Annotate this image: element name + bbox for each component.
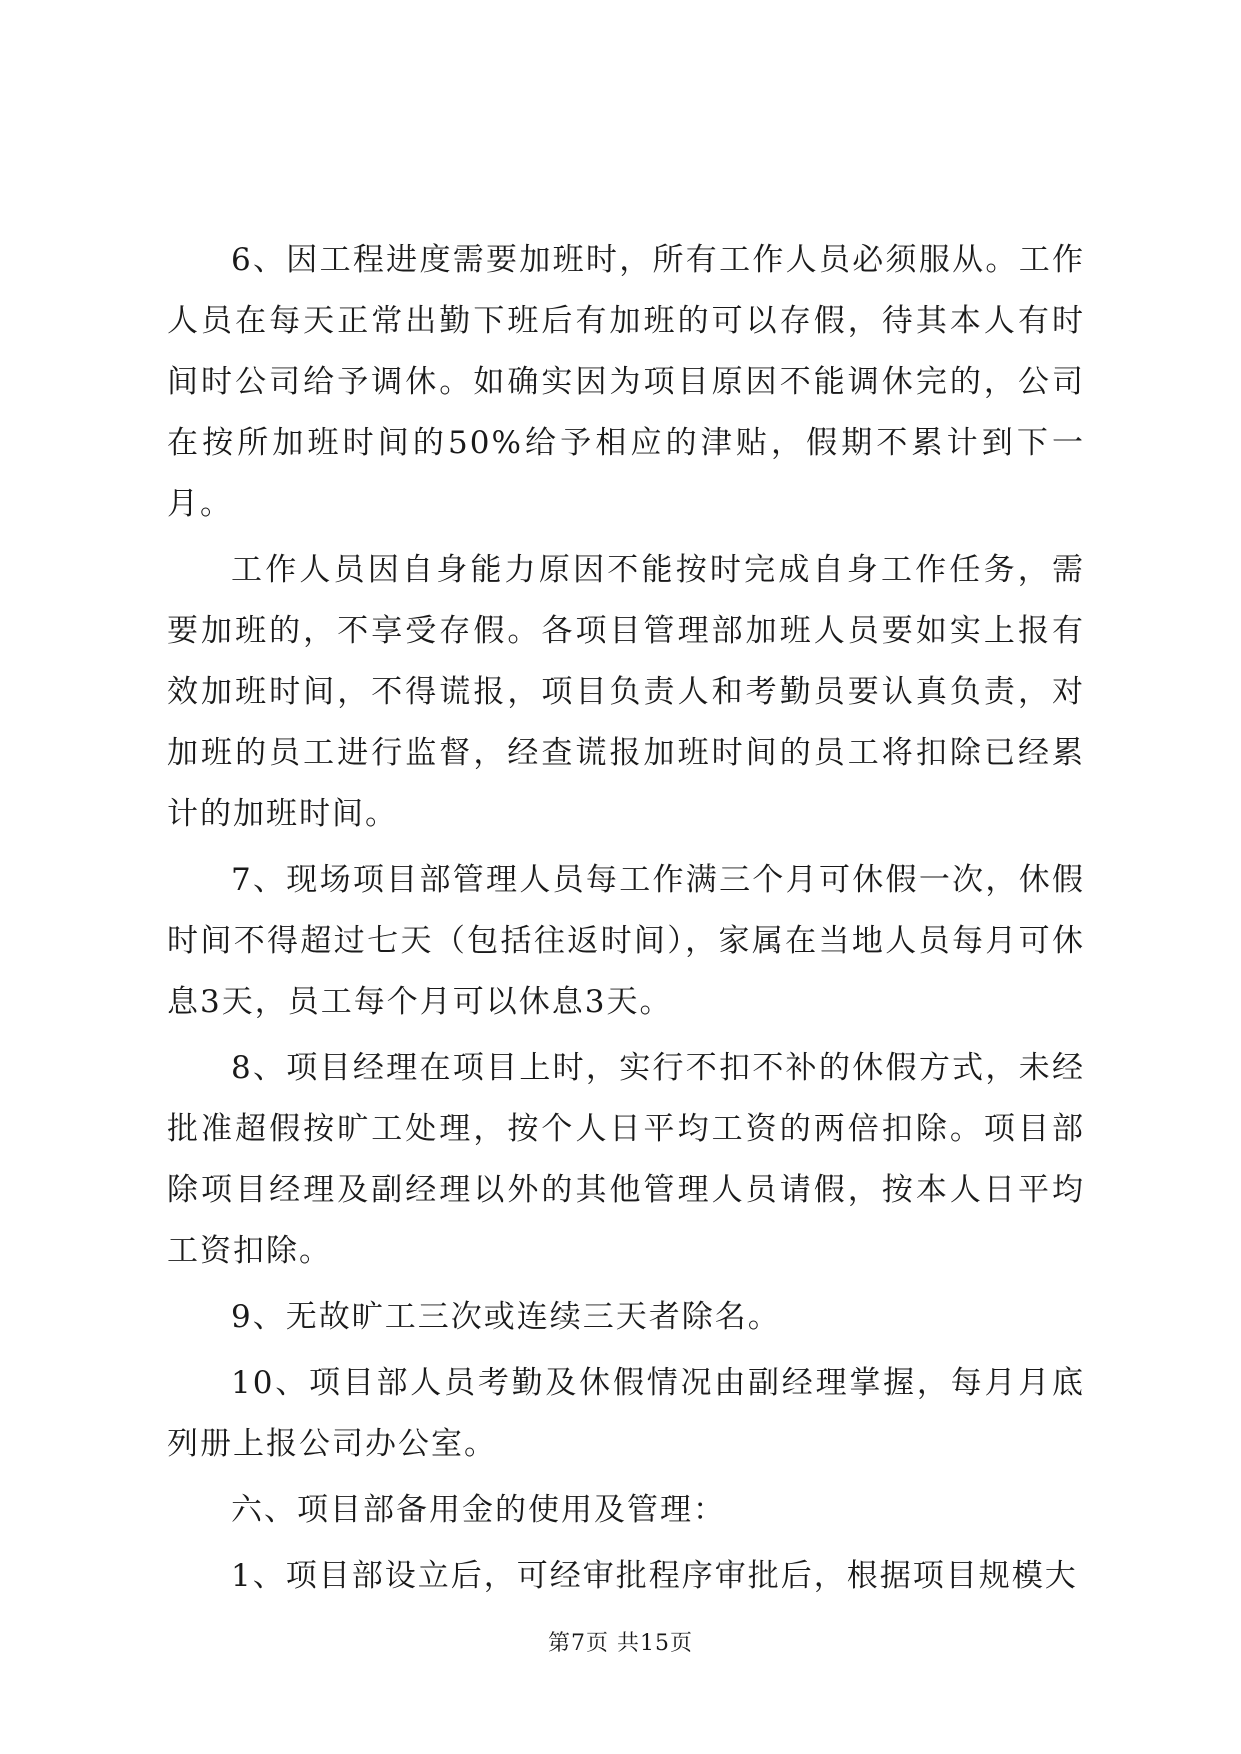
section-heading-petty-cash: 六、项目部备用金的使用及管理： [231,1492,726,1528]
paragraph-absence-dismissal: 9、无故旷工三次或连续三天者除名。 [231,1299,781,1335]
paragraph-overtime-exception: 工作人员因自身能力原因不能按时完成自身工作任务，需要加班的，不享受存假。各项目管理部加班人员要如实上报有效加班时间，不得谎报，项目负责人和考勤员要认真负责，对加班的员工进行监督，经查谎报加班时间的员工将扣除已经累计的加班时间。 [167,552,1085,832]
paragraph-overtime-rule: 6、因工程进度需要加班时，所有工作人员必须服从。工作人员在每天正常出勤下班后有加班的可以存假，待其本人有时间时公司给予调休。如确实因为项目原因不能调休完的，公司在按所加班时间的50%给予相应的津贴，假期不累计到下一月。 [167,242,1085,522]
paragraph-attendance-report: 10、项目部人员考勤及休假情况由副经理掌握，每月月底列册上报公司办公室。 [167,1365,1085,1462]
page-number-footer: 第7页 共15页 [548,1631,693,1656]
paragraph-manager-leave: 8、项目经理在项目上时，实行不扣不补的休假方式，未经批准超假按旷工处理，按个人日平均工资的两倍扣除。项目部除项目经理及副经理以外的其他管理人员请假，按本人日平均工资扣除。 [167,1050,1085,1269]
paragraph-leave-schedule: 7、现场项目部管理人员每工作满三个月可休假一次，休假时间不得超过七天（包括往返时间），家属在当地人员每月可休息3天，员工每个月可以休息3天。 [167,862,1085,1020]
document-body [167,230,1085,1612]
paragraph-petty-cash-setup: 1、项目部设立后，可经审批程序审批后，根据项目规模大 [231,1558,1078,1594]
